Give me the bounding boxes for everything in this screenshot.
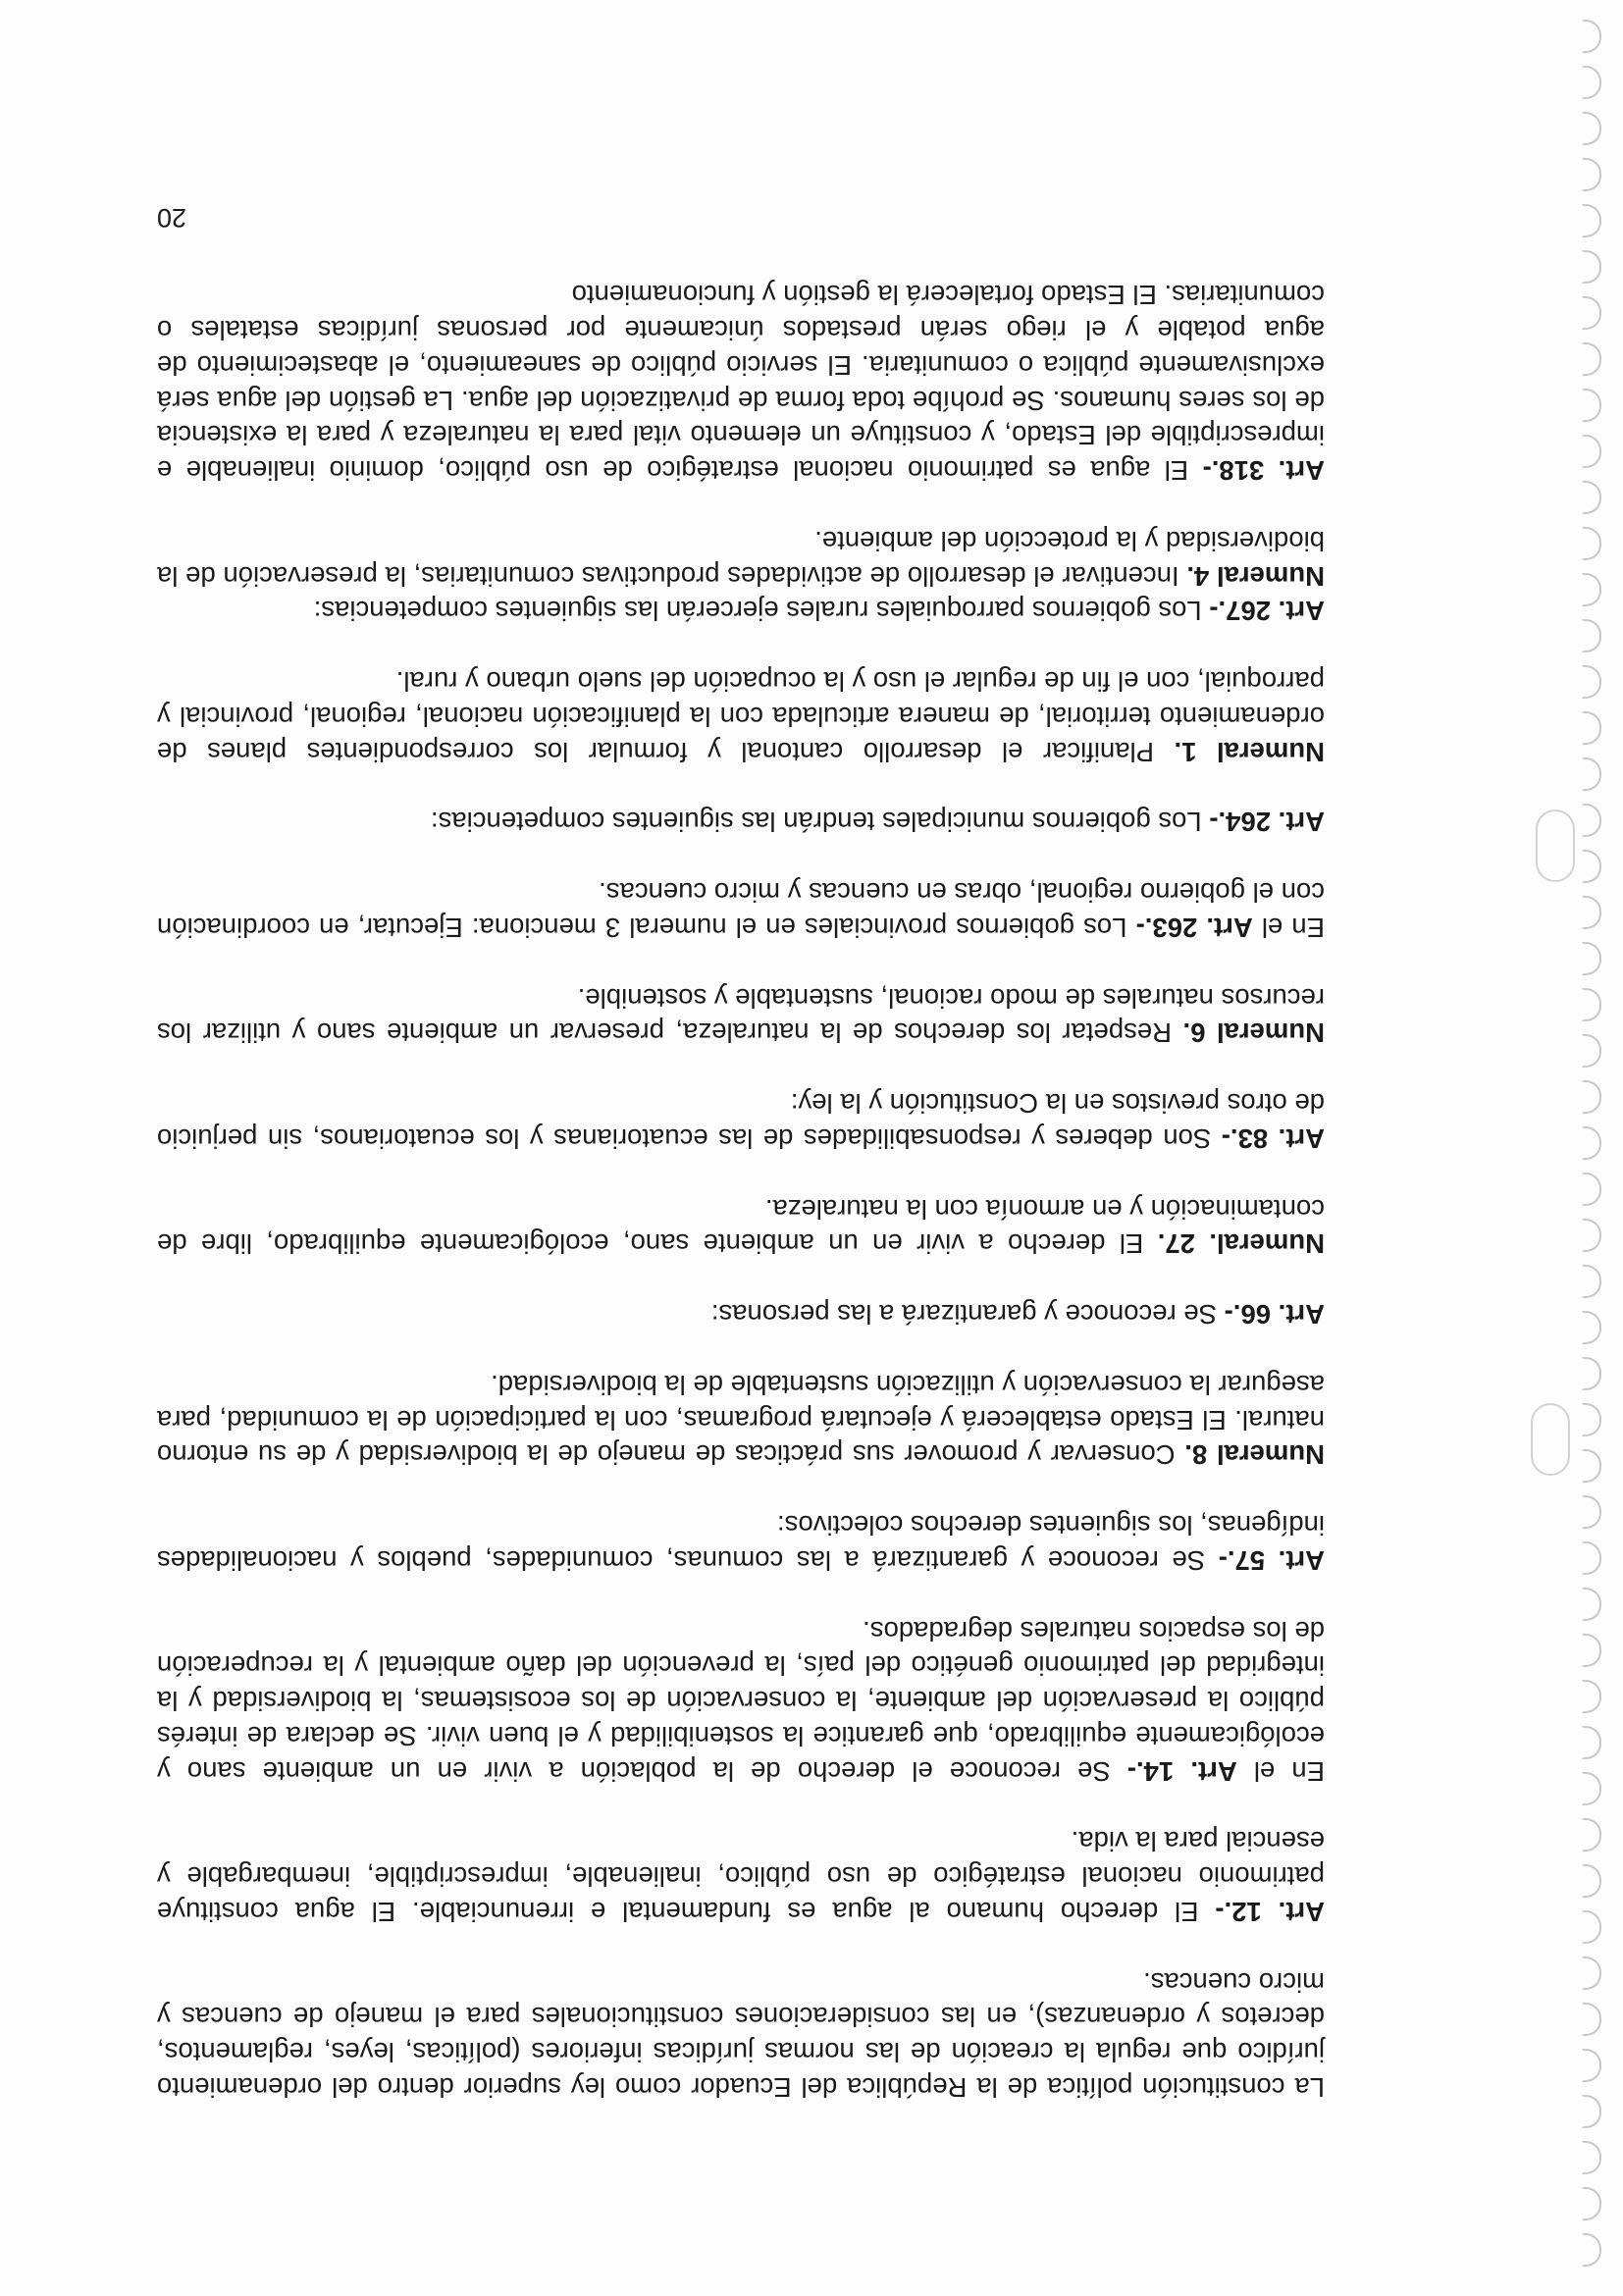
paragraph-text: Son deberes y responsabilidades de las ecuatorianas y los ecuatorianos, sin perjuicio de otros previstos en la Constitución y la ley:: [157, 1088, 1325, 1154]
binding-hole: [1582, 1265, 1601, 1298]
binding-hole: [1582, 2141, 1601, 2174]
binding-hole: [1582, 2187, 1601, 2220]
paragraph-art-12: [157, 1824, 1325, 1929]
binding-hole: [1582, 1357, 1601, 1390]
paragraph-numeral-6: [157, 980, 1325, 1051]
paragraph-intro: [157, 1964, 1325, 2105]
article-heading: Art. 318.-: [1202, 455, 1325, 487]
binding-hole: [1582, 158, 1601, 191]
binding-hole: [1582, 942, 1601, 975]
paragraph-text: Conservar y promover sus prácticas de manejo de la biodiversidad y de su entorno natural. El Estado establecerá y ejecutará programas, con la participación de la comunidad, para asegurar la conservación y utilización sustentable de la biodiversidad.: [157, 1370, 1325, 1471]
numeral-heading: Numeral 8.: [1184, 1439, 1325, 1471]
paragraph-text: Respetar los derechos de la naturaleza, preservar un ambiente sano y utilizar los recursos naturales de modo racional, sustentable y sostenible.: [157, 982, 1325, 1049]
binding-hole: [1582, 711, 1601, 745]
page-number: 20: [157, 202, 187, 233]
article-heading: Art. 12.-: [1215, 1897, 1325, 1927]
binding-hole: [1582, 619, 1601, 652]
article-heading: Art. 66.-: [1224, 1299, 1325, 1331]
binding-hole: [1582, 1726, 1601, 1759]
binding-hole: [1582, 896, 1601, 929]
binding-hole: [1582, 527, 1601, 560]
binding-hole: [1582, 296, 1601, 330]
paragraph-prefix: En el: [1236, 1755, 1325, 1787]
binding-clip-mark: [1536, 809, 1575, 882]
binding-hole: [1582, 481, 1601, 514]
binding-hole: [1582, 1772, 1601, 1805]
paragraph-text: Se reconoce y garantizará a las personas:: [710, 1299, 1225, 1331]
paragraph-numeral-1: [157, 664, 1325, 769]
paragraph-text: Incentivar el desarrollo de actividades productivas comunitarias, la preservación de la biodiversidad y la protección del ambiente.: [157, 526, 1325, 592]
binding-hole: [1582, 1634, 1601, 1667]
binding-holes: [1564, 0, 1623, 2296]
binding-hole: [1582, 250, 1601, 284]
binding-hole: [1582, 112, 1601, 145]
binding-hole: [1582, 1034, 1601, 1068]
binding-hole: [1582, 1449, 1601, 1483]
article-heading: Art. 14.-: [1126, 1755, 1237, 1787]
article-heading: Art. 83.-: [1221, 1123, 1325, 1154]
binding-hole: [1582, 1957, 1601, 1990]
binding-hole: [1582, 204, 1601, 237]
numeral-heading: Numeral 1.: [1174, 736, 1325, 767]
numeral-heading: Numeral 6.: [1182, 1018, 1325, 1049]
paragraph-text: Los gobiernos provinciales en el numeral 3 menciona: Ejecutar, en coordinación con el gobierno regional, obras en cuencas y micro cuencas.: [157, 877, 1325, 943]
binding-hole: [1582, 2095, 1601, 2128]
paragraph-text: El derecho humano al agua es fundamental e irrenunciable. El agua constituye patrimonio nacional estratégico de uso público, inalienable, imprescriptible, inembargable y esencial para la vida.: [157, 1826, 1325, 1927]
binding-hole: [1582, 757, 1601, 791]
paragraph-art-318: [157, 278, 1325, 489]
paragraph-prefix: En el: [1252, 913, 1325, 943]
article-heading: Art. 263.-: [1135, 913, 1253, 943]
paragraph-text: El derecho a vivir en un ambiente sano, ecológicamente equilibrado, libre de contaminación y en armonía con la naturaleza.: [157, 1193, 1325, 1260]
binding-hole: [1582, 850, 1601, 883]
binding-hole: [1582, 1311, 1601, 1344]
binding-hole: [1582, 665, 1601, 699]
binding-hole: [1582, 988, 1601, 1021]
article-heading: Art. 264.-: [1209, 807, 1325, 838]
binding-hole: [1582, 1173, 1601, 1206]
binding-hole: [1582, 389, 1601, 422]
paragraph-art-83: [157, 1086, 1325, 1157]
numeral-heading: Numeral 4.: [1186, 560, 1325, 592]
numeral-heading: Numeral. 27.: [1157, 1228, 1325, 1260]
binding-hole: [1582, 1588, 1601, 1621]
binding-hole: [1582, 2003, 1601, 2036]
binding-hole: [1582, 2233, 1601, 2267]
binding-hole: [1582, 1910, 1601, 1944]
paragraph-art-57: [157, 1508, 1325, 1579]
binding-hole: [1582, 1495, 1601, 1529]
paragraph-text: Se reconoce el derecho de la población a vivir en un ambiente sano y ecológicamente equilibrado, que garantice la sostenibilidad y el buen vivir. Se declara de interés público la preservación del ambiente, la conservación de los ecosistemas, la biodiversidad y la integridad del patrimonio genético del país, la prevención del daño ambiental y la recuperación de los espacios naturales degradados.: [156, 1615, 1325, 1787]
binding-hole: [1582, 1080, 1601, 1114]
binding-hole: [1582, 1126, 1601, 1160]
article-heading: Art. 57.-: [1218, 1545, 1325, 1576]
binding-hole: [1582, 804, 1601, 837]
paragraph-art-263: [157, 875, 1325, 946]
article-heading: Art. 267.-: [1209, 596, 1325, 627]
paragraph-art-66: [157, 1297, 1325, 1332]
binding-hole: [1582, 435, 1601, 468]
paragraph-numeral-8: [157, 1367, 1325, 1472]
binding-hole: [1582, 1541, 1601, 1575]
paragraph-text: Planificar el desarrollo cantonal y formular los correspondientes planes de ordenamiento territorial, de manera articulada con la planificación nacional, regional, provincial y parroquial, con el fin de regular el uso y la ocupación del suelo urbano y rural.: [156, 666, 1325, 767]
binding-hole: [1582, 1680, 1601, 1713]
binding-hole: [1582, 1403, 1601, 1436]
paragraph-numeral-27: [157, 1191, 1325, 1262]
paragraph-text: La constitución política de la República del Ecuador como ley superior dentro del ordenamiento jurídico que regula la creación de las normas jurídicas inferiores (políticas, leyes, reglamentos, decretos y ordenanzas), en las consideraciones constitucionales para el manejo de cuencas y micro cuencas.: [157, 1966, 1325, 2103]
binding-hole: [1582, 20, 1601, 53]
binding-hole: [1582, 1818, 1601, 1852]
binding-hole: [1582, 573, 1601, 606]
binding-hole: [1582, 342, 1601, 376]
paragraph-art-14: [157, 1613, 1325, 1789]
binding-hole: [1582, 2049, 1601, 2082]
paragraph-text: Se reconoce y garantizará a las comunas, comunidades, pueblos y nacionalidades indígenas, los siguientes derechos colectivos:: [157, 1510, 1325, 1576]
binding-clip-mark: [1531, 1403, 1570, 1476]
document-body: [156, 202, 1325, 2105]
paragraph-text: Los gobiernos parroquiales rurales ejercerán las siguientes competencias:: [313, 596, 1210, 627]
paragraph-art-264: [157, 805, 1325, 840]
binding-hole: [1582, 1219, 1601, 1252]
binding-hole: [1582, 1864, 1601, 1898]
paragraph-text: Los gobiernos municipales tendrán las siguientes competencias:: [430, 807, 1210, 838]
paragraph-text: El agua es patrimonio nacional estratégico de uso público, dominio inalienable e imprescriptible del Estado, y constituye un elemento vital para la naturaleza y para la existencia de los seres humanos. Se prohíbe toda forma de privatización del agua. La gestión del agua será exclusivamente pública o comunitaria. El servicio público de saneamiento, el abastecimiento de agua potable y el riego serán prestados únicamente por personas jurídicas estatales o comunitarias. El Estado fortalecerá la gestión y funcionamiento: [157, 280, 1325, 487]
binding-hole: [1582, 66, 1601, 99]
paragraph-art-267: [157, 523, 1325, 628]
